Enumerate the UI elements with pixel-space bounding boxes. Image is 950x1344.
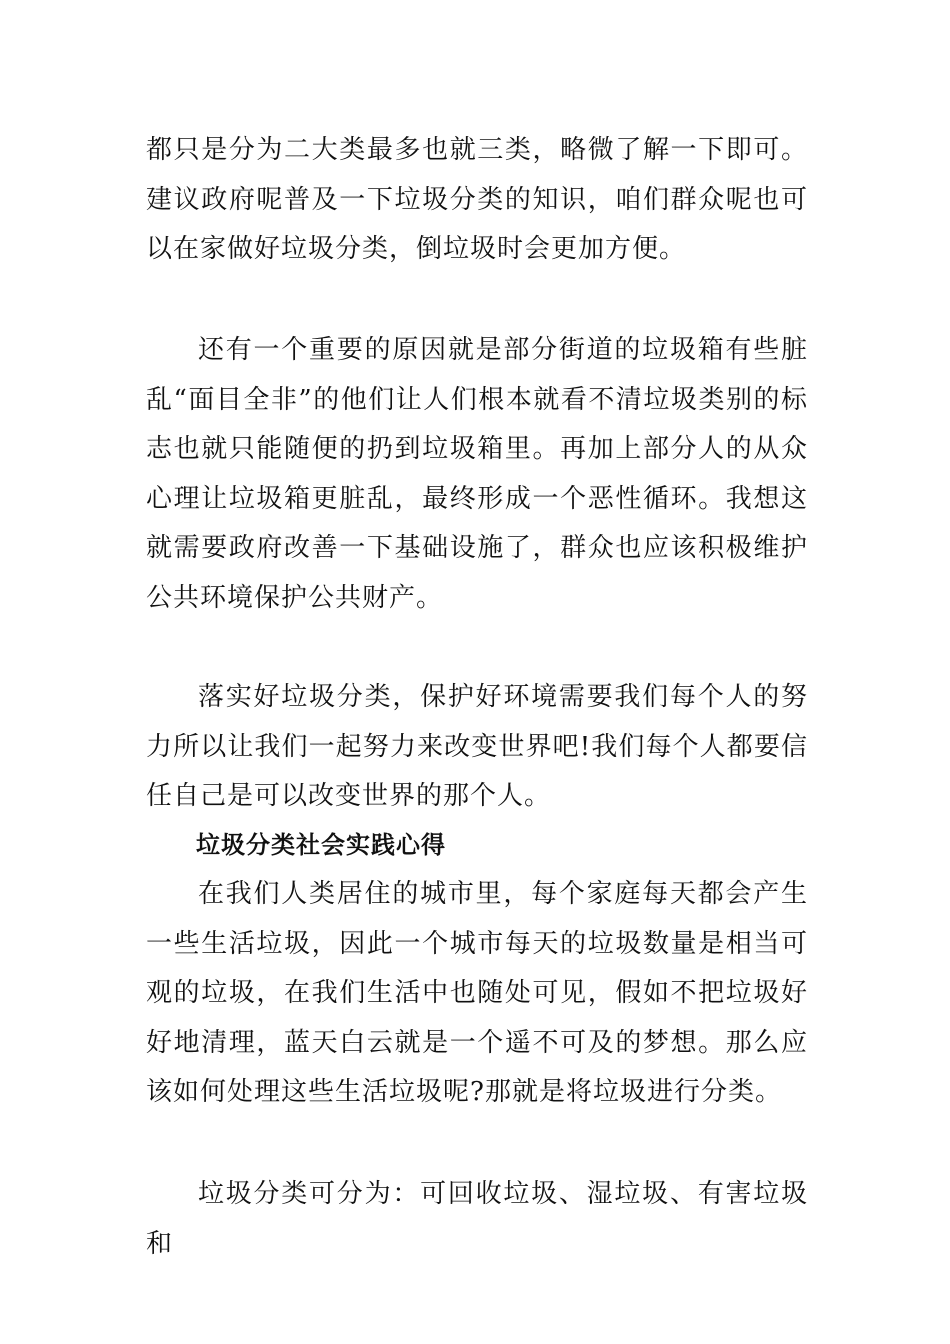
paragraph-call-to-action: 落实好垃圾分类，保护好环境需要我们每个人的努力所以让我们一起努力来改变世界吧!我们每个人都要信任自己是可以改变世界的那个人。 (146, 682, 808, 811)
section-title: 垃圾分类社会实践心得 (196, 830, 446, 859)
paragraph-continuation: 都只是分为二大类最多也就三类，略微了解一下即可。建议政府呢普及一下垃圾分类的知识，咱们群众呢也可以在家做好垃圾分类，倒垃圾时会更加方便。 (146, 135, 808, 264)
paragraph-garbage-bin-cause: 还有一个重要的原因就是部分街道的垃圾箱有些脏乱“面目全非”的他们让人们根本就看不清垃圾类别的标志也就只能随便的扔到垃圾箱里。再加上部分人的从众心理让垃圾箱更脏乱，最终形成一个恶性循环。我想这就需要政府改善一下基础设施了，群众也应该积极维护公共环境保护公共财产。 (146, 335, 808, 613)
paragraph-city-garbage: 在我们人类居住的城市里，每个家庭每天都会产生一些生活垃圾，因此一个城市每天的垃圾数量是相当可观的垃圾，在我们生活中也随处可见，假如不把垃圾好好地清理，蓝天白云就是一个遥不可及的梦想。那么应该如何处理这些生活垃圾呢?那就是将垃圾进行分类。 (146, 879, 808, 1107)
paragraph-classification-types: 垃圾分类可分为：可回收垃圾、湿垃圾、有害垃圾和 (146, 1179, 808, 1259)
